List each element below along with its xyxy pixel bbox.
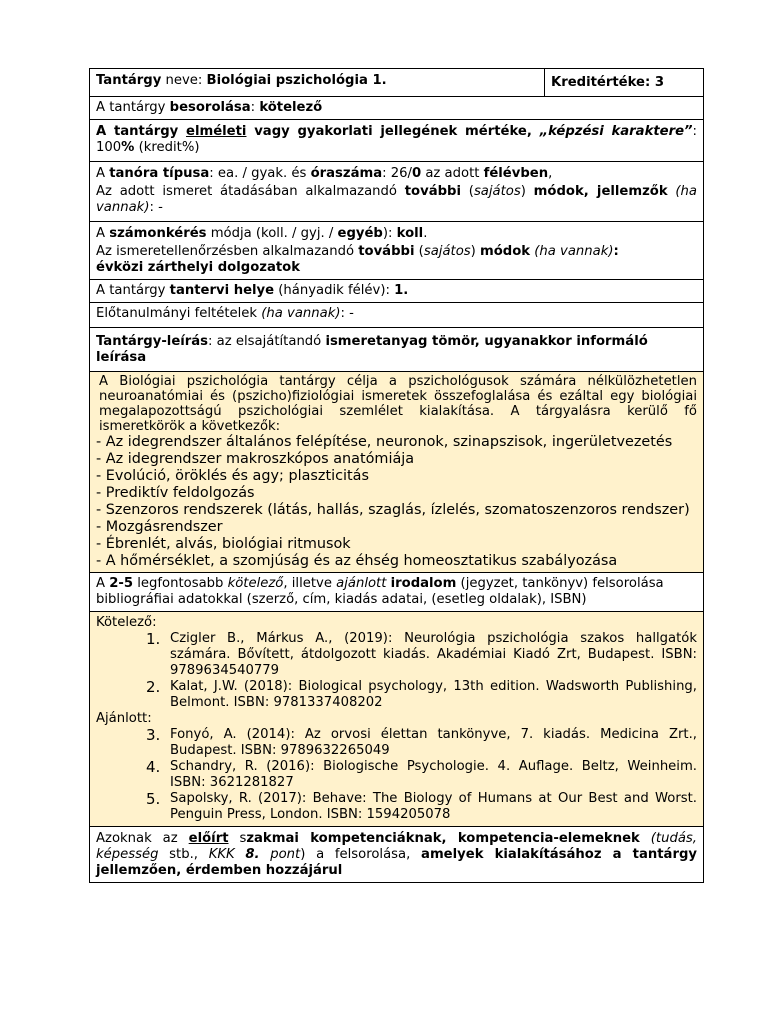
- literature-item: 4. Schandry, R. (2016): Biologische Psychologie. 4. Auflage. Beltz, Weinheim. ISBN: 3621281827: [146, 758, 697, 790]
- topic-item: - Az idegrendszer makroszkópos anatómiája: [96, 451, 415, 467]
- course-name: Biológiai pszichológia 1.: [206, 73, 387, 88]
- topic-item: - Szenzoros rendszerek (látás, hallás, szaglás, ízlelés, szomatoszenzoros rendszer): [96, 502, 690, 518]
- topic-item: - Mozgásrendszer: [96, 519, 223, 535]
- required-list: [96, 631, 697, 711]
- lesson-type-cell: A tanóra típusa: ea. / gyak. és óraszáma: 26/0 az adott félévben, Az adott ismeret átadásában alkalmazandó további (sajátos) módok, jellemzők (ha vannak): -: [90, 162, 704, 222]
- literature-item: 1. Czigler B., Márkus A., (2019): Neurológia pszichológia szakos hallgatók számára. Bővített, átdolgozott kiadás. Akadémiai Kiadó Zrt, Budapest. ISBN: 9789634540779: [146, 630, 697, 678]
- description-cell: [90, 372, 704, 573]
- row-theory-practice: [90, 120, 704, 162]
- topic-item: - Az idegrendszer általános felépítése, neuronok, szinapszisok, ingerületvezetés: [96, 434, 673, 450]
- row-description-header: [90, 328, 704, 372]
- row-course-name: [90, 69, 704, 97]
- literature-item: 3. Fonyó, A. (2014): Az orvosi élettan tankönyve, 7. kiadás. Medicina Zrt., Budapest. ISBN: 9789632265049: [146, 726, 697, 758]
- topic-item: - A hőmérséklet, a szomjúság és az éhség homeosztatikus szabályozása: [96, 553, 618, 569]
- course-datasheet: [89, 68, 703, 883]
- literature-header-cell: A 2-5 legfontosabb kötelező, illetve ajánlott irodalom (jegyzet, tankönyv) felsorolása bibliográfiai adatokkal (szerző, cím, kiadás adatai, (esetleg oldalak), ISBN): [90, 573, 704, 612]
- recommended-label: Ajánlott:: [96, 711, 152, 726]
- row-description: [90, 372, 704, 573]
- label-name: neve:: [161, 73, 207, 88]
- row-classification: [90, 97, 704, 120]
- assessment-cell: A számonkérés módja (koll. / gyj. / egyéb): koll. Az ismeretellenőrzésben alkalmazandó további (sajátos) módok (ha vannak): évközi zárthelyi dolgozatok: [90, 222, 704, 280]
- row-competences: [90, 827, 704, 883]
- row-curriculum-place: [90, 280, 704, 303]
- competences-cell: Azoknak az előírt szakmai kompetenciáknak, kompetencia-elemeknek (tudás, képesség stb., KKK 8. pont) a felsorolása, amelyek kialakításához a tantárgy jellemzően, érdemben hozzájárul: [90, 827, 704, 883]
- literature-item: 2. Kalat, J.W. (2018): Biological psychology, 13th edition. Wadsworth Publishing, Belmont. ISBN: 9781337408202: [146, 678, 697, 710]
- course-name-cell: [90, 69, 545, 97]
- literature-cell: [90, 612, 704, 827]
- row-lesson-type: [90, 162, 704, 222]
- classification-cell: A tantárgy besorolása: kötelező: [90, 97, 704, 120]
- row-assessment: [90, 222, 704, 280]
- theory-practice-cell: A tantárgy elméleti vagy gyakorlati jellegének mértéke, „képzési karaktere”: 100% (kredit%): [90, 120, 704, 162]
- row-literature-header: [90, 573, 704, 612]
- topic-item: - Ébrenlét, alvás, biológiai ritmusok: [96, 536, 351, 552]
- topic-list: [96, 434, 697, 570]
- label-subject: Tantárgy: [96, 73, 162, 88]
- row-prerequisites: [90, 303, 704, 328]
- row-literature: [90, 612, 704, 827]
- topic-item: - Prediktív feldolgozás: [96, 485, 255, 501]
- credit-value: Kreditértéke: 3: [551, 75, 665, 90]
- credit-cell: [545, 69, 704, 97]
- curriculum-place-cell: A tantárgy tantervi helye (hányadik félév): 1.: [90, 280, 704, 303]
- description-intro: A Biológiai pszichológia tantárgy célja a pszichológusok számára nélkülözhetetlen neuroanatómiai és (pszicho)fiziológiai ismeretek összefoglalása és ezáltal egy biológiai megalapozottságú pszichológiai szemlélet kialakítása. A tárgyalásra kerülő fő ismeretkörök a következők:: [99, 374, 697, 434]
- course-table: [89, 68, 704, 883]
- topic-item: - Evolúció, öröklés és agy; plaszticitás: [96, 468, 369, 484]
- assessment-value: évközi zárthelyi dolgozatok: [96, 260, 300, 275]
- description-header-cell: Tantárgy-leírás: az elsajátítandó ismeretanyag tömör, ugyanakkor informáló leírása: [90, 328, 704, 372]
- recommended-list: [96, 727, 697, 823]
- required-label: Kötelező:: [96, 615, 157, 630]
- prerequisites-cell: Előtanulmányi feltételek (ha vannak): -: [90, 303, 704, 328]
- classification-value: kötelező: [259, 100, 323, 115]
- literature-item: 5. Sapolsky, R. (2017): Behave: The Biology of Humans at Our Best and Worst. Penguin Press, London. ISBN: 1594205078: [146, 790, 697, 822]
